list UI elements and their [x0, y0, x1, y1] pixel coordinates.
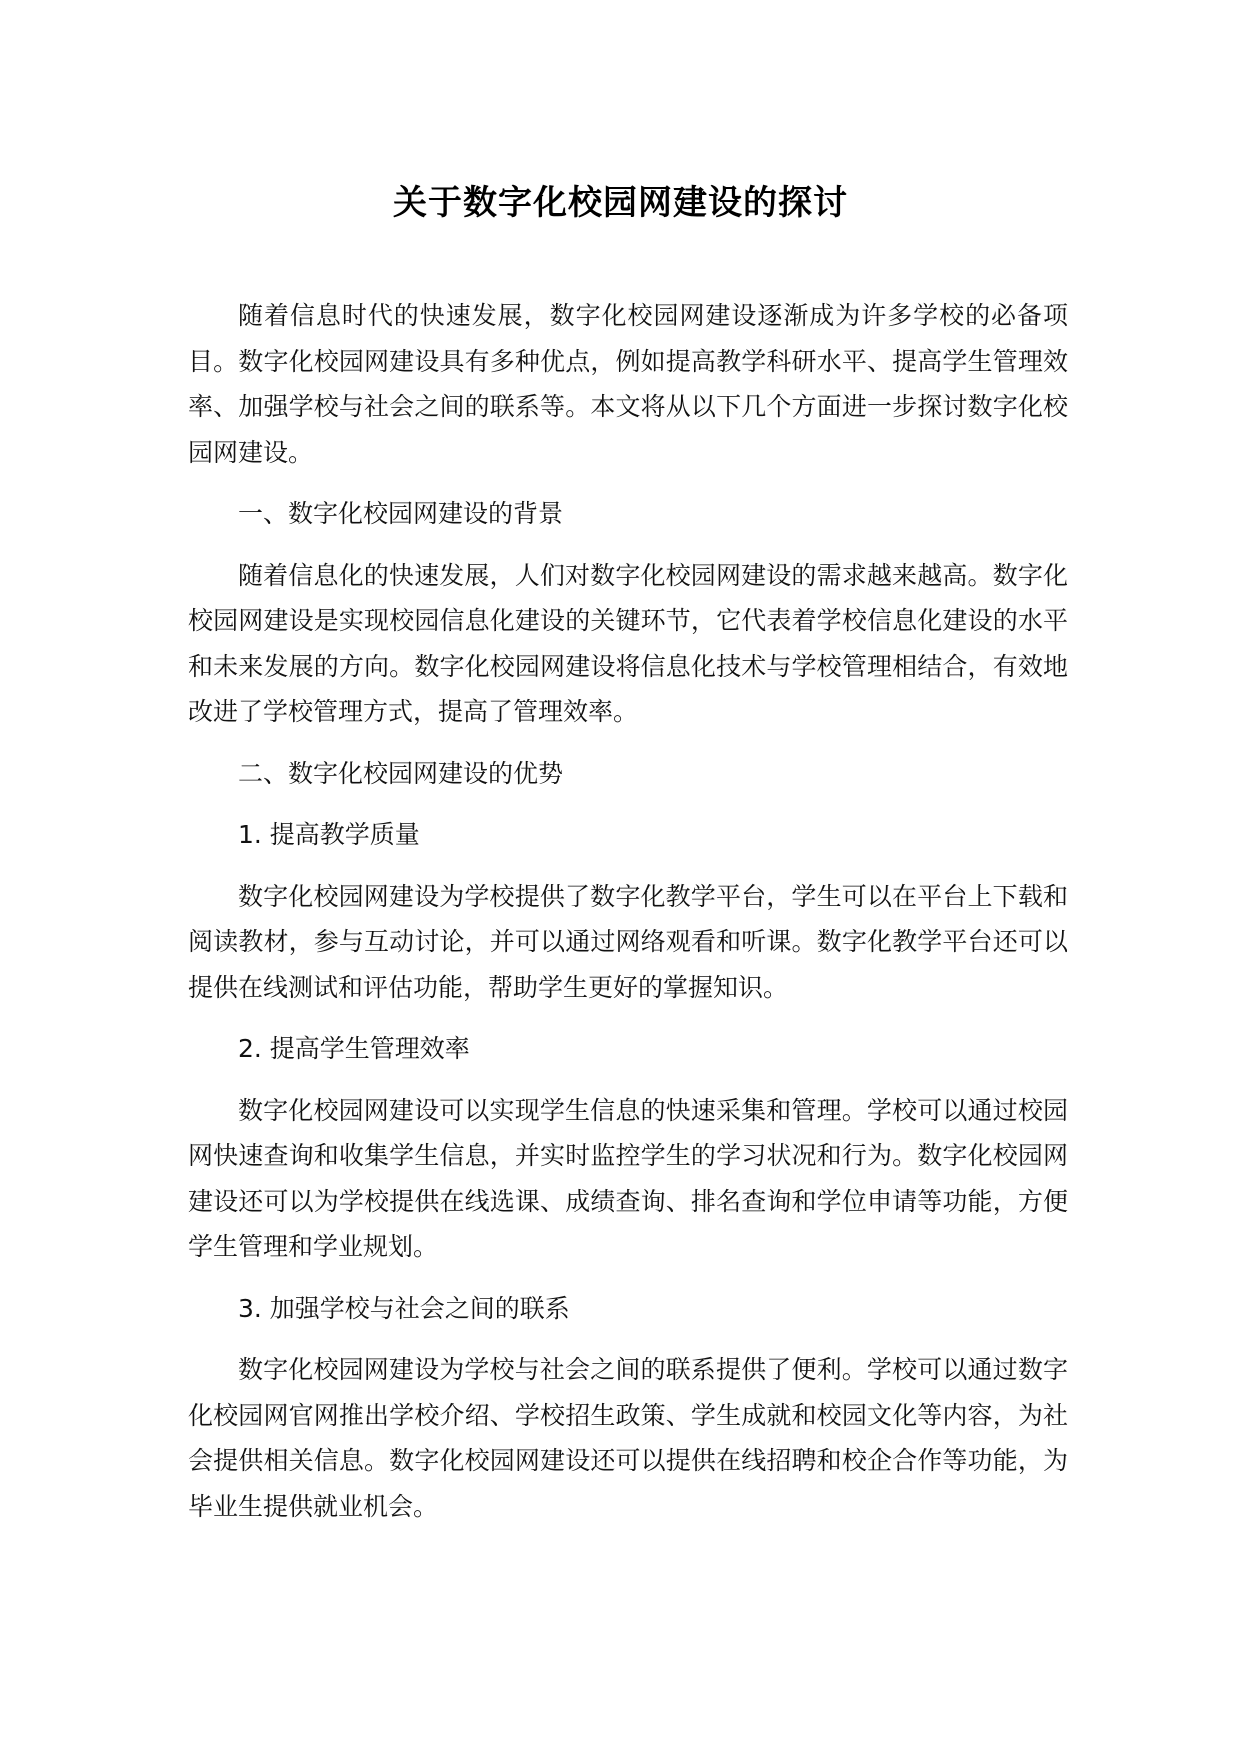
document-title: 关于数字化校园网建设的探讨 — [393, 183, 848, 223]
subsection-1-paragraph: 数字化校园网建设为学校提供了数字化教学平台，学生可以在平台上下载和阅读教材，参与互动讨论，并可以通过网络观看和听课。数字化教学平台还可以提供在线测试和评估功能，帮助学生更好的掌握知识。 — [188, 881, 1068, 1002]
subsection-1-heading: 1. 提高教学质量 — [238, 820, 420, 849]
intro-paragraph: 随着信息时代的快速发展，数字化校园网建设逐渐成为许多学校的必备项目。数字化校园网建设具有多种优点，例如提高教学科研水平、提高学生管理效率、加强学校与社会之间的联系等。本文将从以下几个方面进一步探讨数字化校园网建设。 — [188, 301, 1068, 467]
subsection-3-heading: 3. 加强学校与社会之间的联系 — [238, 1293, 570, 1323]
subsection-3-paragraph: 数字化校园网建设为学校与社会之间的联系提供了便利。学校可以通过数字化校园网官网推出学校介绍、学校招生政策、学生成就和校园文化等内容，为社会提供相关信息。数字化校园网建设还可以提供在线招聘和校企合作等功能，为毕业生提供就业机会。 — [188, 1355, 1068, 1521]
section-1-paragraph: 随着信息化的快速发展，人们对数字化校园网建设的需求越来越高。数字化校园网建设是实现校园信息化建设的关键环节，它代表着学校信息化建设的水平和未来发展的方向。数字化校园网建设将信息化技术与学校管理相结合，有效地改进了学校管理方式，提高了管理效率。 — [188, 560, 1068, 726]
subsection-2-heading: 2. 提高学生管理效率 — [238, 1034, 470, 1063]
section-1-heading: 一、数字化校园网建设的背景 — [238, 499, 564, 528]
subsection-2-paragraph: 数字化校园网建设可以实现学生信息的快速采集和管理。学校可以通过校园网快速查询和收集学生信息，并实时监控学生的学习状况和行为。数字化校园网建设还可以为学校提供在线选课、成绩查询、排名查询和学位申请等功能，方便学生管理和学业规划。 — [188, 1095, 1068, 1261]
document-body — [188, 293, 1068, 1545]
section-2-heading: 二、数字化校园网建设的优势 — [238, 758, 564, 788]
